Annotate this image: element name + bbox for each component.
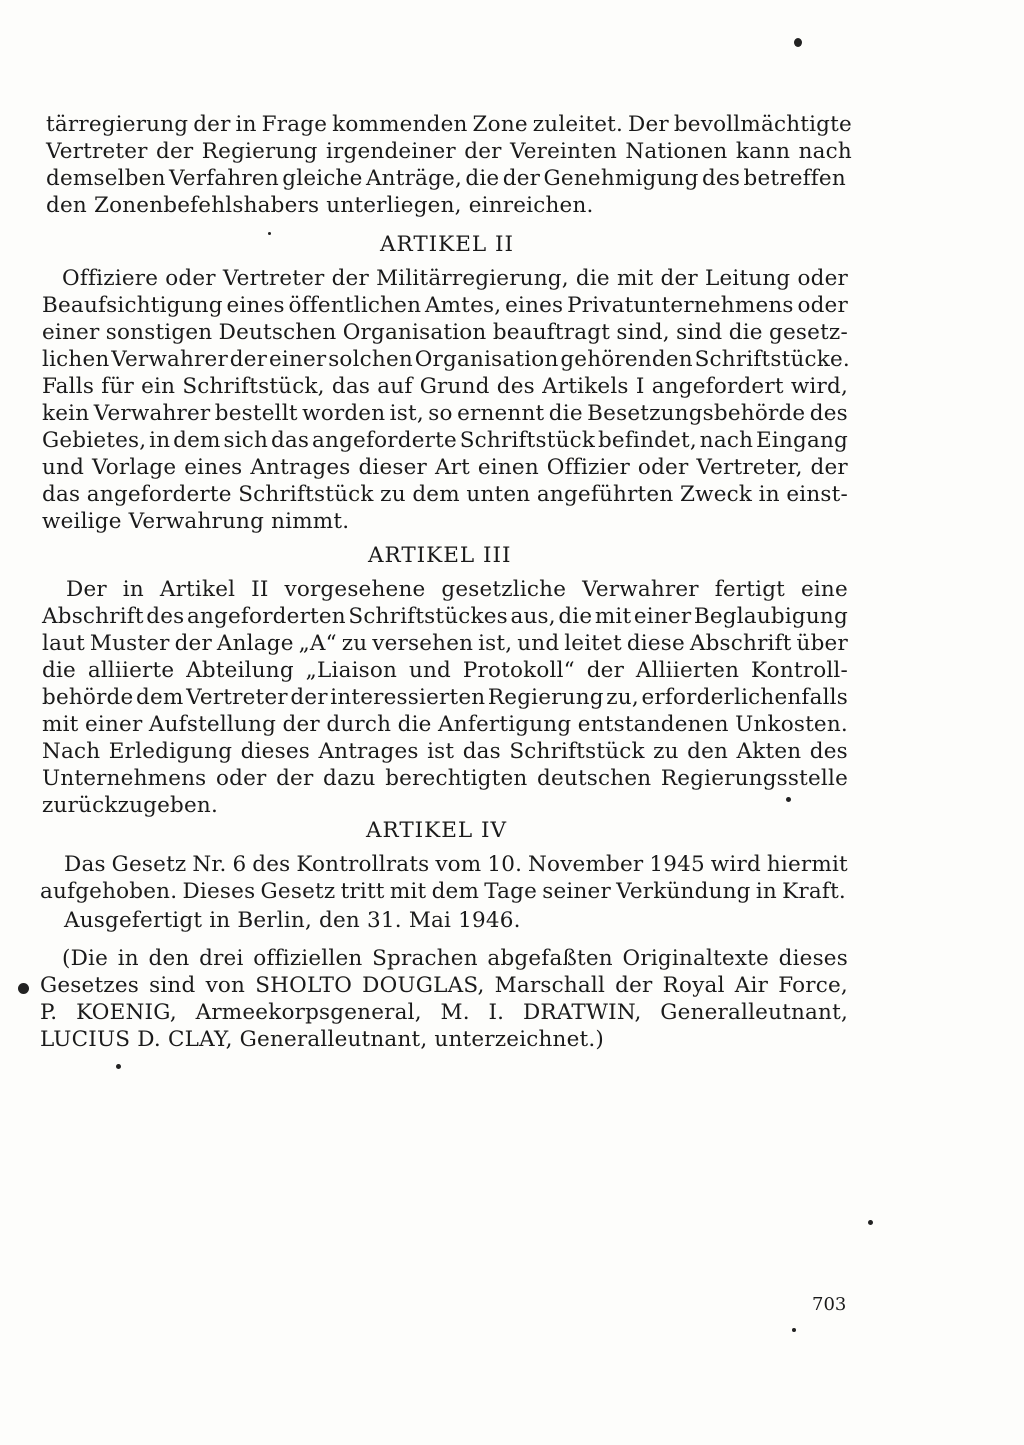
body-line: Gebietes, in dem sich das angeforderte Schriftstück befindet, nach Eingang — [42, 428, 848, 453]
body-line: aufgehoben. Dieses Gesetz tritt mit dem Tage seiner Verkündung in Kraft. — [40, 879, 846, 904]
body-line: Falls für ein Schriftstück, das auf Grund des Artikels I angefordert wird, — [42, 374, 848, 399]
scan-speck — [794, 38, 802, 47]
section-heading: ARTIKEL III — [368, 543, 512, 568]
body-line: demselben Verfahren gleiche Anträge, die der Genehmigung des betreffen — [46, 166, 846, 191]
scan-speck — [116, 1064, 121, 1069]
signature-line: LUCIUS D. CLAY, Generalleutnant, unterzeichnet.) — [40, 1027, 604, 1052]
body-line: mit einer Aufstellung der durch die Anfertigung entstandenen Unkosten. — [42, 712, 848, 737]
body-line: die alliierte Abteilung „Liaison und Protokoll“ der Alliierten Kontroll- — [42, 658, 848, 683]
scan-speck — [868, 1220, 873, 1225]
body-line: das angeforderte Schriftstück zu dem unten angeführten Zweck in einst- — [42, 482, 848, 507]
body-line: laut Muster der Anlage „A“ zu versehen ist, und leitet diese Abschrift über — [42, 631, 848, 656]
body-line: kein Verwahrer bestellt worden ist, so ernennt die Besetzungsbehörde des — [42, 401, 848, 426]
body-line: Der in Artikel II vorgesehene gesetzliche Verwahrer fertigt eine — [66, 577, 848, 602]
scan-speck — [18, 983, 29, 994]
body-line: Abschrift des angeforderten Schriftstückes aus, die mit einer Beglaubigung — [42, 604, 848, 629]
body-line: Nach Erledigung dieses Antrages ist das Schriftstück zu den Akten des — [42, 739, 848, 764]
body-line: den Zonenbefehlshabers unterliegen, einreichen. — [46, 193, 594, 218]
section-heading: ARTIKEL II — [380, 232, 515, 257]
body-line: Vertreter der Regierung irgendeiner der Vereinten Nationen kann nach — [46, 139, 852, 164]
body-line: zurückzugeben. — [42, 793, 218, 818]
body-line: Unternehmens oder der dazu berechtigten deutschen Regierungsstelle — [42, 766, 848, 791]
signature-line: Gesetzes sind von SHOLTO DOUGLAS, Marschall der Royal Air Force, — [40, 973, 848, 998]
section-heading: ARTIKEL IV — [366, 818, 508, 843]
body-line: behörde dem Vertreter der interessierten Regierung zu, erforderlichenfalls — [42, 685, 848, 710]
scan-speck — [786, 797, 791, 802]
body-line: lichen Verwahrer der einer solchen Organisation gehörenden Schriftstücke. — [42, 347, 850, 372]
scan-speck — [268, 232, 271, 235]
signature-line: (Die in den drei offiziellen Sprachen abgefaßten Originaltexte dieses — [62, 946, 848, 971]
body-line: weilige Verwahrung nimmt. — [42, 509, 350, 534]
scan-speck — [792, 1328, 796, 1332]
body-line: tärregierung der in Frage kommenden Zone zuleitet. Der bevollmächtigte — [46, 112, 852, 137]
body-line: Das Gesetz Nr. 6 des Kontrollrats vom 10. November 1945 wird hiermit — [64, 852, 848, 877]
body-line: einer sonstigen Deutschen Organisation beauftragt sind, sind die gesetz- — [42, 320, 848, 345]
signature-line: P. KOENIG, Armeekorpsgeneral, M. I. DRATWIN, Generalleutnant, — [40, 1000, 848, 1025]
body-line: Offiziere oder Vertreter der Militärregierung, die mit der Leitung oder — [62, 266, 848, 291]
body-line: Beaufsichtigung eines öffentlichen Amtes, eines Privatunternehmens oder — [42, 293, 848, 318]
body-line: und Vorlage eines Antrages dieser Art einen Offizier oder Vertreter, der — [42, 455, 848, 480]
date-line: Ausgefertigt in Berlin, den 31. Mai 1946. — [64, 908, 521, 933]
page-number: 703 — [812, 1294, 847, 1315]
